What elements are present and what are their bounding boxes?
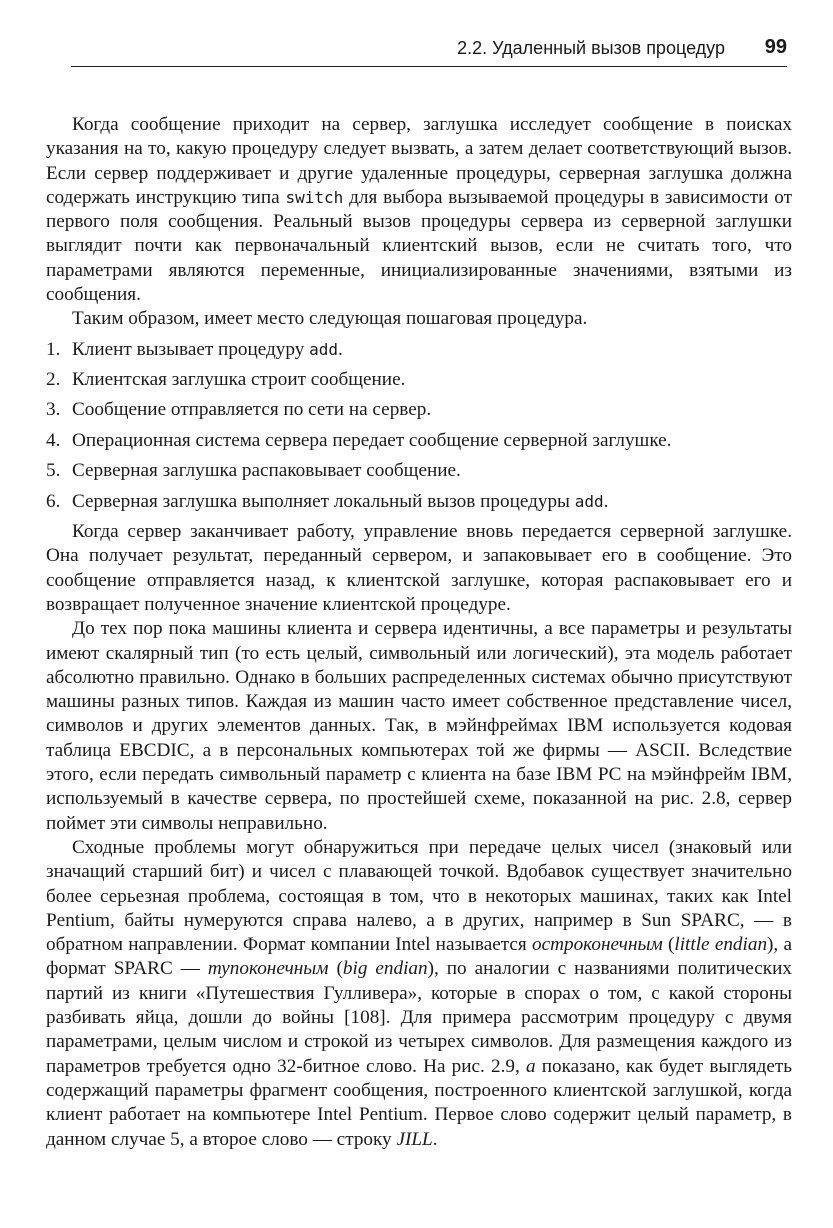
list-item: [46, 487, 792, 517]
paragraph-1: [46, 113, 792, 307]
emphasis-term: big endian: [342, 958, 428, 980]
running-header: [71, 36, 787, 67]
paragraph-text: Сходные проблемы могут обнаружиться при передаче целых чисел (знаковый или значащий старший бит) и чисел с плавающей точкой. Вдобавок существует значительно более серьезная проблема, состоящая в том, что в некоторых машинах, таких как Intel Pentium, байты нумеруются справа налево, а в других, например в Sun SPARC, — в обратном направлении. Формат компании Intel называется: [46, 836, 792, 956]
paragraph-2: Таким образом, имеет место следующая пошаговая процедура.: [72, 308, 588, 330]
page-number: 99: [764, 36, 787, 58]
inline-code: add: [574, 491, 604, 511]
list-item-text: Клиентская заглушка строит сообщение.: [72, 369, 406, 391]
list-item-text: Серверная заглушка распаковывает сообщение.: [72, 460, 461, 482]
list-item: [46, 456, 792, 486]
list-number: 1.: [46, 338, 61, 360]
list-item: [46, 335, 792, 365]
steps-list: [46, 335, 792, 517]
paragraph-text: .: [432, 1128, 438, 1150]
list-item: [46, 426, 792, 456]
list-item-text: Клиент вызывает процедуру: [72, 338, 310, 360]
emphasis-term: little endian: [674, 934, 768, 956]
paragraph-text: ), по аналогии с названиями политических партий из книги «Путешествия Гулливера», которые в спорах о том, с какой стороны разбивать яйца, дошли до войны [108]. Для примера рассмотрим процедуру с двумя параметрами, целым числом и строкой из четырех символов. Для размещения каждого из параметров требуется одно 32-битное слово. На рис. 2.9,: [46, 958, 792, 1077]
inline-code: add: [309, 339, 339, 359]
list-number: 3.: [46, 399, 61, 421]
list-item-text: Сообщение отправляется по сети на сервер.: [72, 399, 432, 421]
emphasis-term: JILL: [396, 1128, 433, 1150]
list-item: [46, 365, 792, 395]
paragraph-text: (: [662, 934, 675, 956]
figure-ref-letter: а: [525, 1055, 536, 1077]
paragraph-4: До тех пор пока машины клиента и сервера идентичны, а все параметры и результаты имеют скалярный тип (то есть целый, символьный или логический), эта модель работает абсолютно правильно. Однако в больших распределенных системах обычно присутствуют машины разных типов. Каждая из машин часто имеет собственное представление чисел, символов и других элементов данных. Так, в мэйнфреймах IBM используется кодовая таблица EBCDIC, а в персональных компьютерах той же фирмы — ASCII. Вследствие этого, если передать символьный параметр с клиента на базе IBM PC на мэйнфрейм IBM, используемый в качестве сервера, по простейшей схеме, показанной на рис. 2.8, сервер поймет эти символы неправильно.: [46, 618, 792, 834]
list-item-tail: .: [338, 338, 343, 360]
page-body: [46, 113, 792, 1152]
list-item: [46, 395, 792, 425]
paragraph-5: [46, 836, 792, 1152]
chapter-title: 2.2. Удаленный вызов процедур: [457, 38, 725, 58]
list-number: 4.: [46, 429, 61, 451]
list-number: 5.: [46, 460, 61, 482]
paragraph-text: для выбора вызываемой процедуры в зависимости от первого поля сообщения. Реальный вызов процедуры сервера из серверной заглушки выглядит почти как первоначальный клиентский вызов, если не считать того, что параметрами являются переменные, инициализированные значениями, взятыми из сообщения.: [46, 186, 792, 306]
list-item-text: Операционная система сервера передает сообщение серверной заглушке.: [72, 429, 672, 451]
emphasis-term: остроконечным: [532, 934, 663, 956]
list-number: 6.: [46, 490, 61, 512]
paragraph-text: ), а формат SPARC —: [46, 934, 793, 980]
list-number: 2.: [46, 369, 61, 391]
paragraph-text: показано, как будет выглядеть содержащий параметры фрагмент сообщения, построенного клиентской заглушкой, когда клиент работает на компьютере Intel Pentium. Первое слово содержит целый параметр, в данном случае 5, а второе слово — строку: [46, 1055, 792, 1150]
inline-code: switch: [285, 187, 344, 207]
paragraph-text: Когда сообщение приходит на сервер, заглушка исследует сообщение в поисках указания на то, какую процедуру следует вызвать, а затем делает соответствующий вызов. Если сервер поддерживает и другие удаленные процедуры, серверная заглушка должна содержать инструкцию типа: [46, 114, 792, 208]
list-item-text: Серверная заглушка выполняет локальный вызов процедуры: [72, 490, 575, 512]
paragraph-text: (: [328, 958, 343, 980]
list-item-tail: .: [603, 490, 609, 512]
emphasis-term: тупоконечным: [207, 958, 329, 980]
paragraph-3: Когда сервер заканчивает работу, управление вновь передается серверной заглушке. Она получает результат, переданный сервером, и запаковывает его в сообщение. Это сообщение отправляется назад, к клиентской заглушке, которая распаковывает его и возвращает полученное значение клиентской процедуре.: [46, 521, 792, 615]
